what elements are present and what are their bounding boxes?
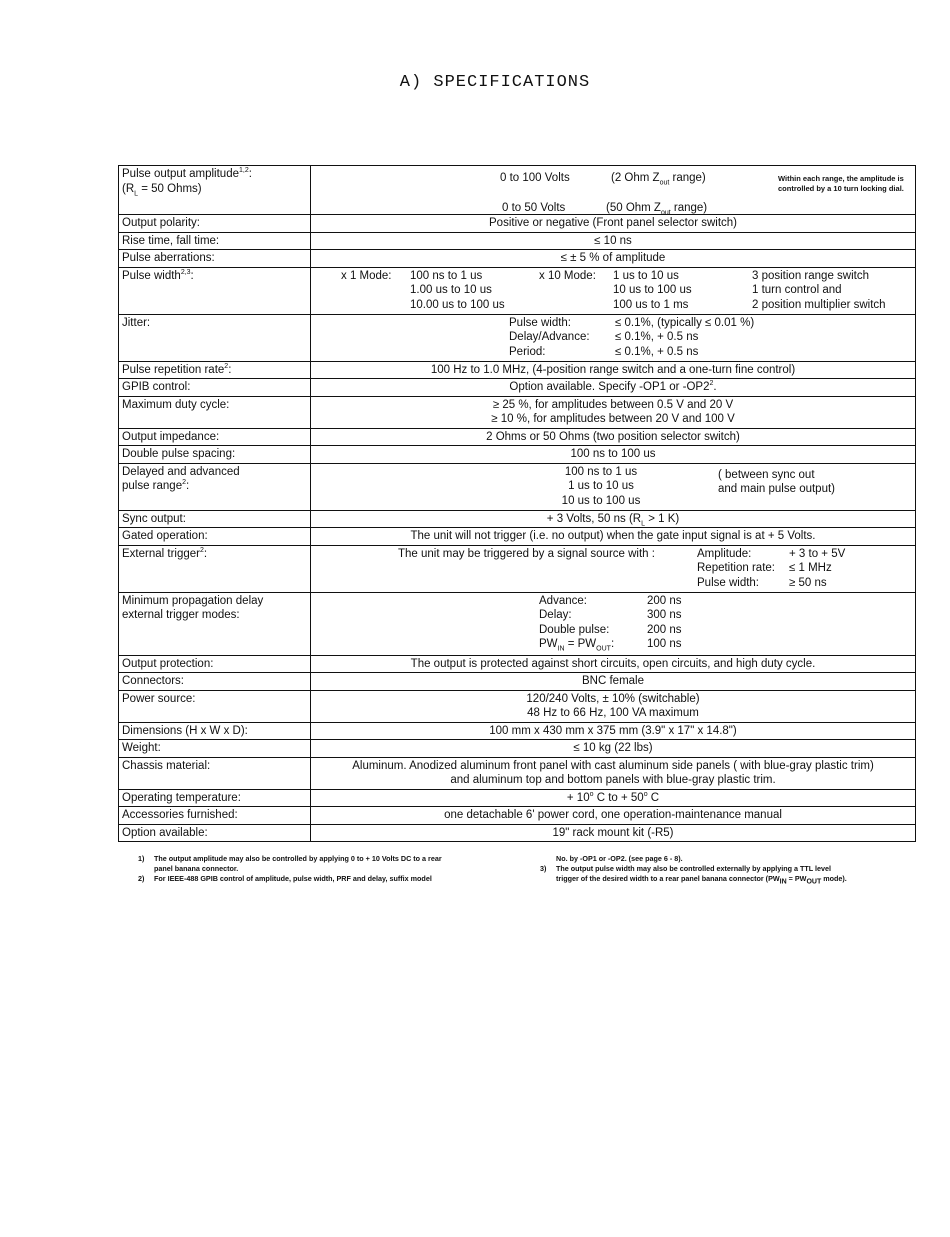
footnote-text: For IEEE-488 GPIB control of amplitude, pulse width, PRF and delay, suffix model [154,874,432,883]
footnote-number: 1) [138,854,145,863]
spec-label: Accessories furnished: [119,807,311,825]
table-row [119,824,916,842]
spec-label: External trigger$^2$: [119,545,311,592]
spec-label: Pulse output amplitude$^{1,2}$: ($R_L = 50$ Ohms) [119,166,311,215]
footnote-number: 2) [138,874,145,883]
spec-label: Rise time, fall time: [119,232,311,250]
spec-value: ≥ 25 %, for amplitudes between 0.5 V and 20 V ≥ 10 %, for amplitudes between 20 V and 100 V [311,396,916,428]
spec-label: Delayed and advanced pulse range$^2$: [119,463,311,510]
table-row [119,545,916,592]
table-row [119,463,916,510]
spec-value: 19" rack mount kit (-R5) [311,824,916,842]
table-row [119,592,916,655]
footnote-text: The output amplitude may also be controlled by applying 0 to + 10 Volts DC to a rear [154,854,442,863]
spec-label: Weight: [119,740,311,758]
spec-label: Gated operation: [119,528,311,546]
footnote-ref: 1,2 [239,167,249,175]
width-controls-note: 3 position range switch 1 turn control and 2 position multiplier switch [752,269,886,311]
x1-ranges: 100 ns to 1 us 1.00 us to 10 us 10.00 us to 100 us [410,269,505,311]
spec-value: 120/240 Volts, ± 10% (switchable) 48 Hz to 66 Hz, 100 VA maximum [311,690,916,722]
spec-value: 100 ns to 100 us [311,446,916,464]
propagation-values: 200 ns 300 ns 200 ns 100 ns [647,594,682,650]
table-row [119,396,916,428]
spec-value: 2 Ohms or 50 Ohms (two position selector switch) [311,428,916,446]
subscript: L [134,189,139,197]
table-row [119,807,916,825]
spec-label: Pulse width$^{2,3}$: [119,267,311,314]
table-row [119,215,916,233]
amplitude-note: Within each range, the amplitude is controlled by a 10 turn locking dial. [778,174,904,193]
spec-label: Output impedance: [119,428,311,446]
spec-value [311,314,916,361]
spec-value: ≤ 10 kg (22 lbs) [311,740,916,758]
table-row [119,232,916,250]
table-row [119,314,916,361]
label-text: = 50 Ohms) [138,182,202,195]
table-row [119,267,916,314]
table-row [119,446,916,464]
spec-value: + 3 Volts, 50 ns ($R_L > 1$ K) [311,510,916,528]
page-title: A) SPECIFICATIONS [399,73,591,92]
spec-value: BNC female [311,673,916,691]
specifications-table [118,165,916,842]
spec-label: Double pulse spacing: [119,446,311,464]
footnotes-right [540,854,920,884]
table-row [119,757,916,789]
label-text: Pulse output amplitude [122,168,239,180]
amplitude-range-2-note: (50 Ohm $Z_{out}$ range) [606,202,708,217]
spec-value: one detachable 6' power cord, one operation-maintenance manual [311,807,916,825]
spec-value: The unit will not trigger (i.e. no output) when the gate input signal is at + 5 Volts. [311,528,916,546]
spec-label: Output protection: [119,655,311,673]
table-row [119,673,916,691]
label-text: (R [122,182,135,195]
table-row [119,379,916,397]
spec-label: Jitter: [119,314,311,361]
footnote-ref: 2,3 [180,268,191,276]
spec-label: Output polarity: [119,215,311,233]
table-row [119,740,916,758]
table-row [119,361,916,379]
spec-value: The output is protected against short circuits, open circuits, and high duty cycle. [311,655,916,673]
spec-label: Option available: [119,824,311,842]
trigger-names: Amplitude: Repetition rate: Pulse width: [697,547,775,589]
spec-value: 100 Hz to 1.0 MHz, (4-position range switch and a one-turn fine control) [311,361,916,379]
table-row [119,510,916,528]
delay-note: ( between sync out and main pulse output) [718,468,835,495]
table-row [119,690,916,722]
jitter-names: Pulse width: Delay/Advance: Period: [509,316,590,358]
spec-label: GPIB control: [119,379,311,397]
table-row [119,722,916,740]
x10-mode-label: x 10 Mode: [539,269,596,282]
footnote-text: panel banana connector. [154,864,239,873]
trigger-intro: The unit may be triggered by a signal source with : [398,547,655,560]
spec-value: 100 mm x 430 mm x 375 mm (3.9" x 17" x 14.8") [311,722,916,740]
spec-value: Aluminum. Anodized aluminum front panel with cast aluminum side panels ( with blue-gray plastic trim) and aluminum top and bottom panels with blue-gray plastic trim. [311,757,916,789]
footnotes-left [138,854,533,884]
spec-label: Dimensions (H x W x D): [119,722,311,740]
spec-value: Option available. Specify -OP1 or $-OP2^2$. [311,379,916,397]
jitter-values: ≤ 0.1%, (typically ≤ 0.01 %) ≤ 0.1%, + 0.5 ns ≤ 0.1%, + 0.5 ns [615,316,755,358]
amplitude-range-1-note: (2 Ohm $Z_{out}$ range) [611,172,706,187]
spec-label: Sync output: [119,510,311,528]
spec-label: Connectors: [119,673,311,691]
footnote-text: trigger of the desired width to a rear panel banana connector ($PW_{IN} = PW_{OUT}$ mode). [556,874,847,886]
footnote-text: The output pulse width may also be controlled externally by applying a TTL level [556,864,832,873]
trigger-values: + 3 to + 5V ≤ 1 MHz ≥ 50 ns [789,547,846,589]
propagation-names: Advance: Delay: Double pulse: $PW_{IN} = PW_{OUT}$: [539,594,615,653]
spec-value: Positive or negative (Front panel selector switch) [311,215,916,233]
footnote-text: No. by -OP1 or -OP2. (see page 6 - 8). [556,854,683,863]
spec-label: Pulse aberrations: [119,250,311,268]
spec-label: Chassis material: [119,757,311,789]
table-row [119,528,916,546]
spec-label: Power source: [119,690,311,722]
spec-value [311,592,916,655]
spec-value: + $10^o$ C to + $50^o$ C [311,789,916,807]
spec-label: Minimum propagation delay external trigger modes: [119,592,311,655]
spec-value [311,463,916,510]
spec-value: ≤ ± 5 % of amplitude [311,250,916,268]
spec-label: Pulse repetition rate$^2$: [119,361,311,379]
table-row [119,428,916,446]
table-row [119,166,916,215]
spec-value [311,545,916,592]
x10-ranges: 1 us to 10 us 10 us to 100 us 100 us to 1 ms [613,269,692,311]
spec-value: ≤ 10 ns [311,232,916,250]
x1-mode-label: x 1 Mode: [341,269,392,282]
table-row [119,789,916,807]
spec-value [311,166,916,215]
amplitude-range-2: 0 to 50 Volts [502,202,566,214]
table-row [119,250,916,268]
table-row [119,655,916,673]
footnote-number: 3) [540,864,547,873]
spec-label: Operating temperature: [119,789,311,807]
spec-value [311,267,916,314]
spec-label: Maximum duty cycle: [119,396,311,428]
delay-ranges: 100 ns to 1 us 1 us to 10 us 10 us to 100 us [561,465,641,507]
amplitude-range-1: 0 to 100 Volts [500,172,570,184]
